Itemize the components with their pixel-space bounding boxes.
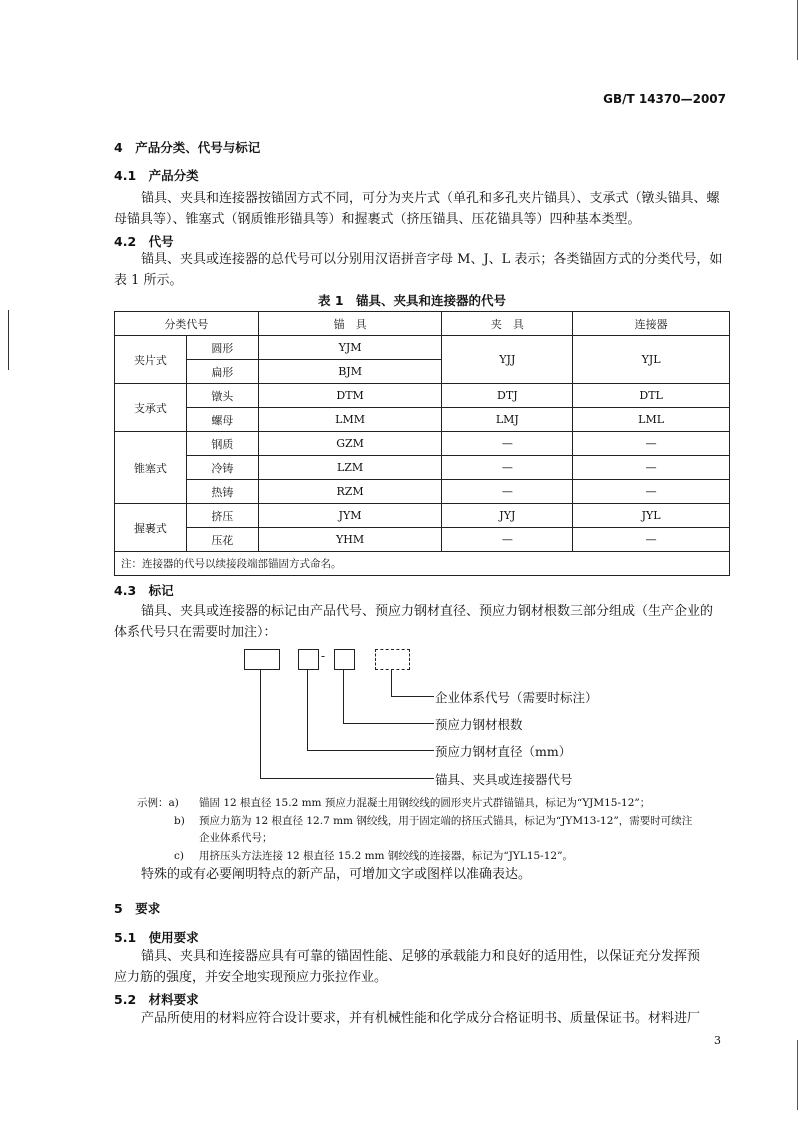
connector-code-cell: DTL <box>573 384 730 408</box>
table-row <box>115 504 730 528</box>
section-5-2-text-line1: 产品所使用的材料应符合设计要求，并有机械性能和化学成分合格证明书、质量保证书。材料进厂 <box>141 1011 701 1026</box>
leader-line <box>307 750 434 751</box>
table-header-row <box>115 312 730 336</box>
connector-code-cell: LML <box>573 408 730 432</box>
group-cell: 夹片式 <box>115 336 187 384</box>
fixture-code-cell: — <box>442 456 573 480</box>
section-5-1-text-line1: 锚具、夹具和连接器应具有可靠的锚固性能、足够的承载能力和良好的适用性，以保证充分发挥预 <box>141 949 701 964</box>
section-4-3-text-line2: 体系代号只在需要时加注）： <box>114 625 277 640</box>
connector-code-cell: — <box>573 528 730 552</box>
fixture-code-cell: — <box>442 480 573 504</box>
sub-cell: 螺母 <box>186 408 258 432</box>
table-row <box>115 336 730 360</box>
sub-cell: 挤压 <box>186 504 258 528</box>
header-cell: 连接器 <box>573 312 730 336</box>
fixture-code-cell: — <box>442 432 573 456</box>
group-cell: 支承式 <box>115 384 187 432</box>
fixture-code-cell: — <box>442 528 573 552</box>
table-1-caption: 表 1 锚具、夹具和连接器的代号 <box>318 293 507 308</box>
table-row <box>115 456 730 480</box>
scan-mark <box>8 310 9 370</box>
header-cell: 锚 具 <box>258 312 442 336</box>
fixture-code-cell: LMJ <box>442 408 573 432</box>
sub-cell: 圆形 <box>186 336 258 360</box>
anchor-code-cell: LMM <box>258 408 442 432</box>
table-row <box>115 432 730 456</box>
header-cell: 夹 具 <box>442 312 573 336</box>
leader-line <box>260 778 434 779</box>
fixture-code-cell: JYJ <box>442 504 573 528</box>
label-product-code: 锚具、夹具或连接器代号 <box>435 772 573 787</box>
sub-cell: 热铸 <box>186 480 258 504</box>
diameter-box <box>298 649 319 670</box>
table-note: 注：连接器的代号以续接段端部锚固方式命名。 <box>115 552 730 576</box>
example-intro: 示例：a) <box>137 797 179 809</box>
leader-line <box>391 669 392 697</box>
sub-cell: 钢质 <box>186 432 258 456</box>
sub-cell: 扁形 <box>186 360 258 384</box>
table-row <box>115 528 730 552</box>
section-4-2-title: 4.2 代号 <box>114 234 174 249</box>
sub-cell: 冷铸 <box>186 456 258 480</box>
connector-code-cell: — <box>573 432 730 456</box>
section-5-1-text-line2: 应力筋的强度，并安全地实现预应力张拉作业。 <box>114 970 388 985</box>
leader-line <box>307 669 308 751</box>
sub-cell: 压花 <box>186 528 258 552</box>
section-4-3-title: 4.3 标记 <box>114 583 174 598</box>
group-cell: 握裹式 <box>115 504 187 552</box>
example-c: 用挤压头方法连接 12 根直径 15.2 mm 钢绞线的连接器，标记为“JYL15-12”。 <box>199 850 573 862</box>
section-4-title: 4 产品分类、代号与标记 <box>114 140 261 155</box>
leader-line <box>343 669 344 724</box>
leader-line <box>260 669 261 779</box>
anchor-code-cell: RZM <box>258 480 442 504</box>
sub-cell: 镦头 <box>186 384 258 408</box>
section-5-1-title: 5.1 使用要求 <box>114 930 199 945</box>
section-4-1-text-line1: 锚具、夹具和连接器按锚固方式不同，可分为夹片式（单孔和多孔夹片锚具）、支承式（镦头锚具、螺 <box>141 191 720 206</box>
separator-dash: - <box>321 649 326 663</box>
anchor-code-cell: LZM <box>258 456 442 480</box>
scan-mark <box>797 0 798 60</box>
section-4-2-text-line1: 锚具、夹具或连接器的总代号可以分别用汉语拼音字母 M、J、L 表示；各类锚固方式的分类代号，如 <box>141 252 723 267</box>
anchor-code-cell: YHM <box>258 528 442 552</box>
table-row <box>115 480 730 504</box>
page-number: 3 <box>714 1034 721 1047</box>
anchor-code-cell: BJM <box>258 360 442 384</box>
table-row <box>115 384 730 408</box>
section-4-2-text-line2: 表 1 所示。 <box>114 273 183 288</box>
connector-code-cell: — <box>573 456 730 480</box>
leader-line <box>343 723 434 724</box>
scan-mark <box>797 1040 798 1110</box>
anchor-code-cell: GZM <box>258 432 442 456</box>
special-products-text: 特殊的或有必要阐明特点的新产品，可增加文字或图样以准确表达。 <box>141 867 532 882</box>
connector-code-cell: YJL <box>573 336 730 384</box>
anchor-code-cell: YJM <box>258 336 442 360</box>
anchor-code-cell: JYM <box>258 504 442 528</box>
section-4-1-text-line2: 母锚具等）、锥塞式（钢质锥形锚具等）和握裹式（挤压锚具、压花锚具等）四种基本类型。 <box>114 212 641 227</box>
table-note-row <box>115 552 730 576</box>
anchor-code-cell: DTM <box>258 384 442 408</box>
table-row <box>115 408 730 432</box>
table-1 <box>114 311 730 576</box>
section-4-3-text-line1: 锚具、夹具或连接器的标记由产品代号、预应力钢材直径、预应力钢材根数三部分组成（生产企业的 <box>141 604 714 619</box>
connector-code-cell: — <box>573 480 730 504</box>
code-box <box>244 649 280 670</box>
label-strand-diameter: 预应力钢材直径（mm） <box>435 744 572 759</box>
system-box <box>375 649 410 670</box>
fixture-code-cell: DTJ <box>442 384 573 408</box>
example-c-label: c) <box>174 850 184 862</box>
header-cell: 分类代号 <box>115 312 259 336</box>
example-b-label: b) <box>174 815 185 827</box>
count-box <box>334 649 355 670</box>
fixture-code-cell: YJJ <box>442 336 573 384</box>
example-b-line1: 预应力筋为 12 根直径 12.7 mm 钢绞线，用于固定端的挤压式锚具，标记为“JYM13-12”，需要时可续注 <box>199 815 693 827</box>
section-5-2-title: 5.2 材料要求 <box>114 992 199 1007</box>
group-cell: 锥塞式 <box>115 432 187 504</box>
example-a: 锚固 12 根直径 15.2 mm 预应力混凝土用钢绞线的圆形夹片式群锚锚具，标记为“YJM15-12”； <box>199 797 651 809</box>
label-strand-count: 预应力钢材根数 <box>435 717 523 732</box>
section-5-title: 5 要求 <box>114 901 161 916</box>
section-4-1-title: 4.1 产品分类 <box>114 168 199 183</box>
connector-code-cell: JYL <box>573 504 730 528</box>
label-system-code: 企业体系代号（需要时标注） <box>435 690 598 705</box>
standard-code: GB/T 14370—2007 <box>603 92 726 106</box>
example-b-line2: 企业体系代号； <box>199 832 273 844</box>
leader-line <box>391 696 434 697</box>
